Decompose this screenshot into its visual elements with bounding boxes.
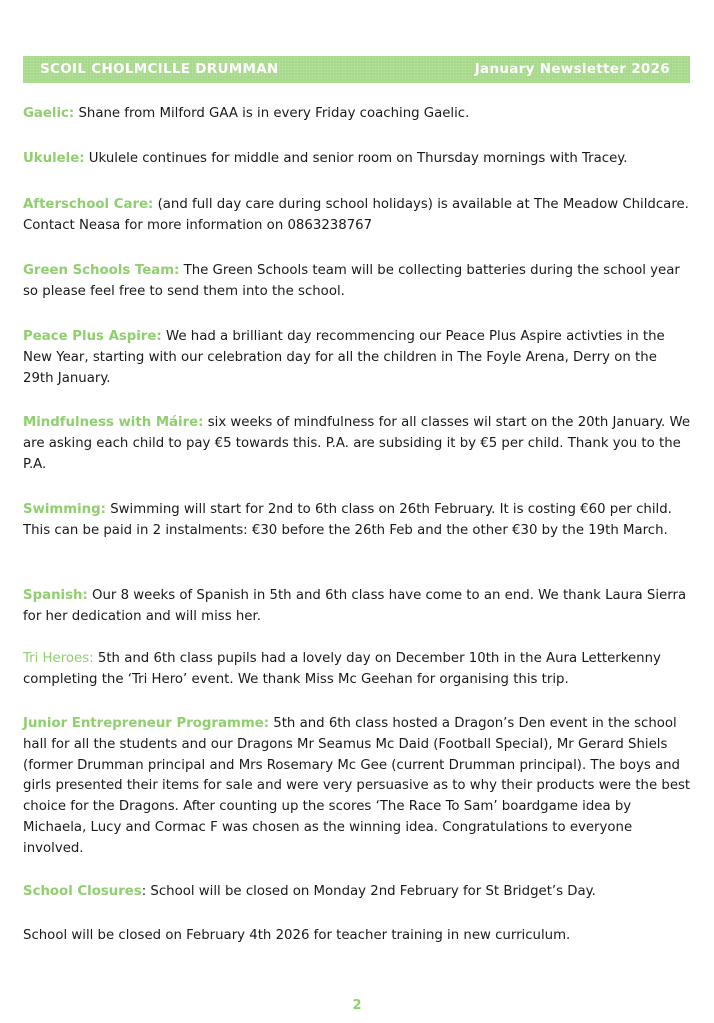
closing-note: School will be closed on February 4th 2026 for teacher training in new curriculum.	[23, 928, 571, 943]
section-text: Our 8 weeks of Spanish in 5th and 6th class have come to an end. We thank Laura Sierra for her dedication and will miss her.	[23, 588, 687, 624]
page-number: 2	[352, 998, 362, 1013]
section-label: Tri Heroes:	[23, 651, 94, 666]
section-text: six weeks of mindfulness for all classes wil start on the 20th January. We are asking each child to pay €5 towards this. P.A. are subsiding it by €5 per child. Thank you to the P.A.	[23, 415, 691, 472]
section-label: Swimming:	[23, 502, 106, 517]
section-green-schools	[23, 261, 691, 303]
school-name: SCOIL CHOLMCILLE DRUMMAN	[40, 61, 279, 77]
section-text: Ukulele continues for middle and senior room on Thursday mornings with Tracey.	[84, 151, 628, 166]
section-text: The Green Schools team will be collecting batteries during the school year so please feel free to send them into the school.	[23, 263, 680, 299]
newsletter-issue-title: January Newsletter 2026	[474, 61, 670, 77]
section-label: Gaelic:	[23, 106, 75, 121]
newsletter-header-bar	[23, 56, 690, 83]
section-mindfulness	[23, 413, 691, 475]
section-swimming	[23, 500, 691, 542]
section-text: We had a brilliant day recommencing our Peace Plus Aspire activties in the New Year, starting with our celebration day for all the children in The Foyle Arena, Derry on the 29th January.	[23, 329, 665, 386]
section-peace-plus-aspire	[23, 327, 691, 389]
section-school-closures	[23, 882, 691, 903]
section-tri-heroes	[23, 649, 691, 691]
section-label: School Closures	[23, 884, 142, 899]
section-label: Afterschool Care:	[23, 197, 154, 212]
section-label: Ukulele:	[23, 151, 85, 166]
section-label: Peace Plus Aspire:	[23, 329, 162, 344]
section-junior-entrepreneur	[23, 714, 691, 860]
section-label: Green Schools Team:	[23, 263, 180, 278]
section-spanish	[23, 586, 691, 628]
section-gaelic	[23, 104, 691, 125]
section-text: 5th and 6th class hosted a Dragon’s Den event in the school hall for all the students and our Dragons Mr Seamus Mc Daid (Football Special), Mr Gerard Shiels (former Drumman principal and Mrs Rosemary Mc Gee (current Drumman principal). The boys and girls presented their items for sale and were very persuasive as to why their products were the best choice for the Dragons. After counting up the scores ‘The Race To Sam’ boardgame idea by Michaela, Lucy and Cormac F was chosen as the winning idea. Congratulations to everyone involved.	[23, 716, 691, 856]
section-afterschool-care	[23, 195, 691, 237]
section-text: (and full day care during school holidays) is available at The Meadow Childcare. Contact Neasa for more information on 0863238767	[23, 197, 689, 233]
section-text: : School will be closed on Monday 2nd February for St Bridget’s Day.	[141, 884, 596, 899]
section-text: Swimming will start for 2nd to 6th class on 26th February. It is costing €60 per child. This can be paid in 2 instalments: €30 before the 26th Feb and the other €30 by the 19th March.	[23, 502, 672, 538]
section-text: Shane from Milford GAA is in every Friday coaching Gaelic.	[74, 106, 470, 121]
section-ukulele	[23, 149, 691, 170]
section-label: Spanish:	[23, 588, 88, 603]
section-label: Junior Entrepreneur Programme:	[23, 716, 270, 731]
section-text: 5th and 6th class pupils had a lovely day on December 10th in the Aura Letterkenny completing the ‘Tri Hero’ event. We thank Miss Mc Geehan for organising this trip.	[23, 651, 661, 687]
section-label: Mindfulness with Máire:	[23, 415, 204, 430]
